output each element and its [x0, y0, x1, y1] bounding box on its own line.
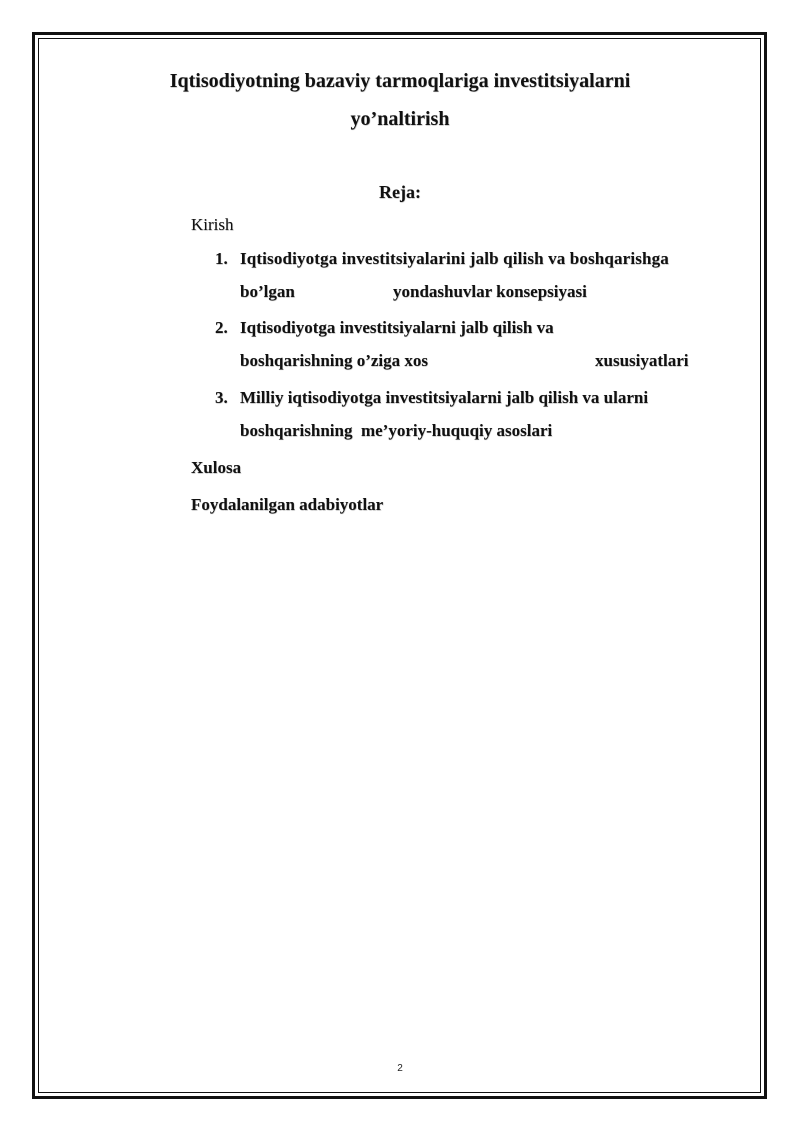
plan-item-number: 2.: [215, 318, 228, 337]
conclusion-item: Xulosa: [191, 458, 242, 477]
plan-item-number: 1.: [215, 249, 228, 268]
document-title-line1: Iqtisodiyotning bazaviy tarmoqlariga investitsiyalarni: [169, 70, 631, 92]
plan-item-line1: Iqtisodiyotga investitsiyalarini jalb qilish va boshqarishga: [240, 249, 669, 268]
document-title-line2: yo’naltirish: [350, 108, 450, 130]
plan-heading: Reja:: [379, 182, 421, 202]
page-number: 2: [397, 1063, 403, 1074]
plan-item-line2-part1: boshqarishning o’ziga xos: [240, 351, 428, 370]
plan-item-line2-part1: bo’lgan: [240, 282, 295, 301]
plan-item-line2-part2: yondashuvlar konsepsiyasi: [393, 282, 587, 301]
plan-item-line2-part2: xususiyatlari: [595, 351, 689, 370]
plan-item-line1: Iqtisodiyotga investitsiyalarni jalb qilish va: [240, 318, 554, 337]
plan-item-line2-part1: boshqarishning me’yoriy-huquqiy asoslari: [240, 421, 553, 440]
plan-item-line1: Milliy iqtisodiyotga investitsiyalarni jalb qilish va ularni: [240, 388, 649, 407]
references-item: Foydalanilgan adabiyotlar: [191, 495, 384, 514]
plan-item-number: 3.: [215, 388, 228, 407]
intro-item: Kirish: [191, 215, 234, 234]
